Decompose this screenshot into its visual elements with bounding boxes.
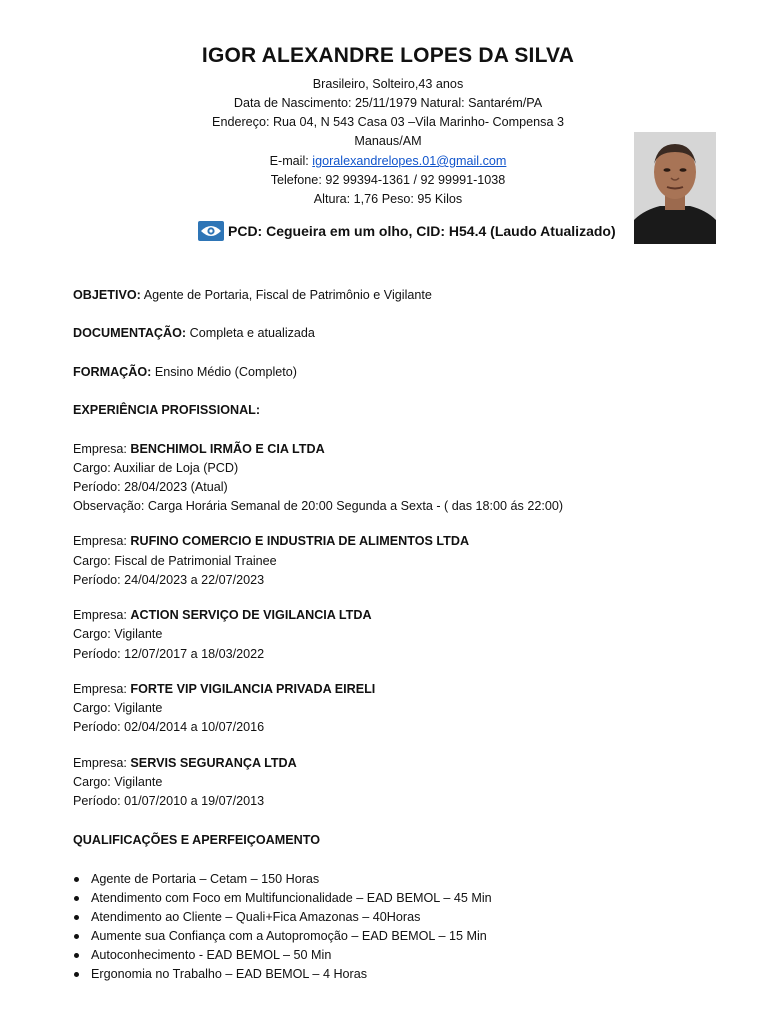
address-line: Endereço: Rua 04, N 543 Casa 03 –Vila Marinho- Compensa 3 — [212, 115, 564, 129]
email-link[interactable]: igoralexandrelopes.01@gmail.com — [312, 154, 507, 168]
bullet-icon — [74, 934, 79, 939]
objective-label: OBJETIVO: — [73, 288, 141, 302]
experience-company: Empresa: BENCHIMOL IRMÃO E CIA LTDA — [73, 442, 325, 456]
experience-role: Cargo: Fiscal de Patrimonial Trainee — [73, 554, 277, 568]
experience-company: Empresa: SERVIS SEGURANÇA LTDA — [73, 756, 297, 770]
education-line — [73, 363, 753, 382]
company-name: SERVIS SEGURANÇA LTDA — [130, 756, 297, 770]
company-name: RUFINO COMERCIO E INDUSTRIA DE ALIMENTOS LTDA — [130, 534, 470, 548]
experience-company: Empresa: FORTE VIP VIGILANCIA PRIVADA EIRELI — [73, 682, 376, 696]
experience-period: Período: 02/04/2014 a 10/07/2016 — [73, 720, 265, 734]
company-name: BENCHIMOL IRMÃO E CIA LTDA — [130, 442, 325, 456]
list-item: Agente de Portaria – Cetam – 150 Horas — [73, 870, 492, 889]
documentation-line — [73, 324, 753, 343]
experience-role: Cargo: Vigilante — [73, 701, 163, 715]
company-name: FORTE VIP VIGILANCIA PRIVADA EIRELI — [130, 682, 376, 696]
experience-period: Período: 28/04/2023 (Atual) — [73, 480, 228, 494]
list-item: Aumente sua Confiança com a Autopromoção – EAD BEMOL – 15 Min — [73, 927, 492, 946]
email-label: E-mail: — [269, 154, 313, 168]
bullet-icon — [74, 877, 79, 882]
birth-info: Data de Nascimento: 25/11/1979 Natural: Santarém/PA — [233, 96, 543, 110]
pcd-text: PCD: Cegueira em um olho, CID: H54.4 (Laudo Atualizado) — [228, 223, 616, 239]
documentation-label: DOCUMENTAÇÃO: — [73, 326, 187, 340]
documentation-value: Completa e atualizada — [186, 326, 315, 340]
address-city: Manaus/AM — [354, 134, 422, 148]
candidate-name: IGOR ALEXANDRE LOPES DA SILVA — [201, 44, 575, 67]
height-weight-line: Altura: 1,76 Peso: 95 Kilos — [313, 192, 463, 206]
list-item: Atendimento com Foco em Multifuncionalidade – EAD BEMOL – 45 Min — [73, 889, 492, 908]
experience-title: EXPERIÊNCIA PROFISSIONAL: — [73, 403, 261, 417]
company-name: ACTION SERVIÇO DE VIGILANCIA LTDA — [130, 608, 372, 622]
objective-line — [73, 286, 753, 305]
eye-icon — [198, 221, 224, 241]
person-photo — [634, 132, 716, 244]
bullet-icon — [74, 896, 79, 901]
qualifications-list — [73, 870, 492, 984]
experience-role: Cargo: Auxiliar de Loja (PCD) — [73, 461, 239, 475]
bullet-icon — [74, 953, 79, 958]
experience-period: Período: 01/07/2010 a 19/07/2013 — [73, 794, 265, 808]
phone-line: Telefone: 92 99394-1361 / 92 99991-1038 — [270, 173, 506, 187]
objective-value: Agente de Portaria, Fiscal de Patrimônio e Vigilante — [140, 288, 432, 302]
education-label: FORMAÇÃO: — [73, 365, 152, 379]
list-item: Atendimento ao Cliente – Quali+Fica Amazonas – 40Horas — [73, 908, 492, 927]
bullet-icon — [74, 972, 79, 977]
experience-company: Empresa: RUFINO COMERCIO E INDUSTRIA DE ALIMENTOS LTDA — [73, 534, 470, 548]
experience-role: Cargo: Vigilante — [73, 775, 163, 789]
experience-note: Observação: Carga Horária Semanal de 20:00 Segunda a Sexta - ( das 18:00 ás 22:00) — [73, 499, 564, 513]
pcd-line — [198, 218, 616, 244]
bullet-icon — [74, 915, 79, 920]
experience-role: Cargo: Vigilante — [73, 627, 163, 641]
qualifications-title: QUALIFICAÇÕES E APERFEIÇOAMENTO — [73, 833, 320, 847]
experience-period: Período: 24/04/2023 a 22/07/2023 — [73, 573, 265, 587]
experience-company: Empresa: ACTION SERVIÇO DE VIGILANCIA LTDA — [73, 608, 372, 622]
education-value: Ensino Médio (Completo) — [151, 365, 297, 379]
list-item: Autoconhecimento - EAD BEMOL – 50 Min — [73, 946, 492, 965]
list-item: Ergonomia no Trabalho – EAD BEMOL – 4 Horas — [73, 965, 492, 984]
experience-period: Período: 12/07/2017 a 18/03/2022 — [73, 647, 265, 661]
personal-info: Brasileiro, Solteiro,43 anos — [312, 77, 464, 91]
